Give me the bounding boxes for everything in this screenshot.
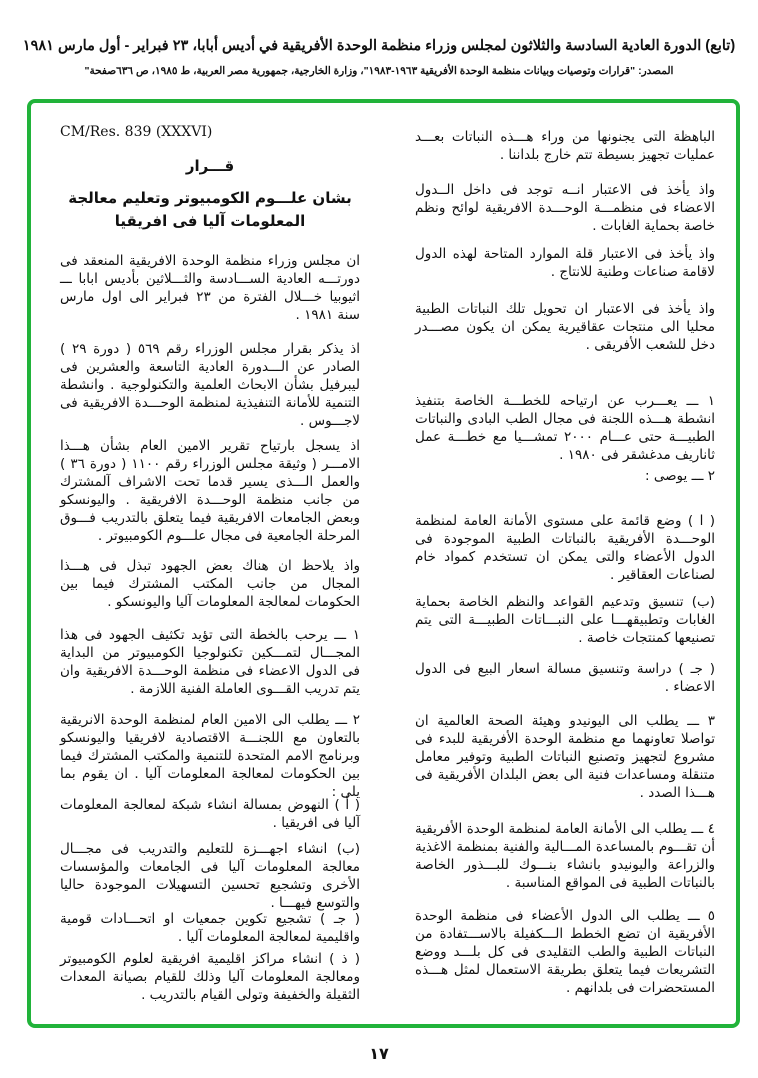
paragraph: ( أ ) النهوض بمسالة انشاء شبكة لمعالجة المعلومات آليا فى افريقيا . (60, 797, 360, 831)
paragraph: واذ يأخذ فى الاعتبار انــه توجد فى داخل الــدول الاعضاء فى منظمـــة الوحـــدة الافريقية لوائح ونظم خاصة بحماية الغابات . (415, 182, 715, 234)
paragraph: واذ يأخذ فى الاعتبار ان تحويل تلك النباتات الطبية محليا الى منتجات عقاقيرية يمكن ان يكون مصـــدر دخل للشعب الأفريقى . (415, 301, 715, 353)
page-header-title: (تابع) الدورة العادية السادسة والثلاثون لمجلس وزراء منظمة الوحدة الأفريقية في أديس أبابا، ٢٣ فبراير - أول مارس ١٩٨١ (22, 38, 736, 54)
paragraph: ١ ـــ يعـــرب عن ارتياحه للخطـــة الخاصة بتنفيذ انشطة هـــذه اللجنة فى مجال الطب البادى والنباتات الطبيـــة حتى عـــام ٢٠٠٠ تمشـــيا مع خطـــة عمل ثاناريف مدغشقر فى ١٩٨٠ . (415, 393, 715, 463)
paragraph: ٣ ـــ يطلب الى اليونيدو وهيئة الصحة العالمية ان تواصلا تعاونهما مع منظمة الوحدة الأفريقية للبدء فى مشروع لتجهيز وتصنيع النباتات الطبية وتوفير معامل متنقلة ومساعدات فنية الى بعض البلدان الأفريقية فى هـــذا الصدد . (415, 713, 715, 801)
resolution-title-line2: المعلومات آليا فى افريقيا (114, 212, 306, 230)
paragraph: ( جـ ) دراسة وتنسيق مسالة اسعار البيع فى الدول الاعضاء . (415, 661, 715, 695)
paragraph: (ب) انشاء اجهـــزة للتعليم والتدريب فى مجـــال معالجة المعلومات آليا فى الجامعات والمؤسسات الأخرى وتشجيع تحسين التسهيلات الموجودة حاليا والتوسع فيهـــا . (60, 841, 360, 911)
paragraph: اذ يذكر بقرار مجلس الوزراء رقم ٥٦٩ ( دورة ٢٩ ) الصادر عن الـــدورة العادية التاسعة والعشرين فى ليبرفيل بشأن الابحاث العلمية والتكنولوجية . وانشطة التنمية للأمانة التنفيذية لمنظمة الوحـــدة الافريقية فى لاجـــوس . (60, 341, 361, 429)
paragraph: ٢ ـــ يوصى : (645, 468, 715, 484)
paragraph: ١ ـــ يرحب بالخطة التى تؤيد تكثيف الجهود فى هذا المجـــال لتمـــكين تكنولوجيا الكومبيوتر من البداية فى الدول الاعضاء فى منظمة الوحـــدة الافريقية وان يتم تدريب القـــوى العاملة الفنية اللازمة . (60, 627, 360, 697)
paragraph: ( ا ) وضع قائمة على مستوى الأمانة العامة لمنظمة الوحـــدة الأفريقية بالنباتات الطبية الموجودة فى الدول الأعضاء والتى يمكن ان تستخدم كمواد خام لصناعات العقاقير . (415, 513, 715, 583)
paragraph: اذ يسجل بارتياح تقرير الامين العام بشأن هـــذا الامـــر ( وثيقة مجلس الوزراء رقم ١١٠٠ ( دورة ٣٦ ) والعمل الـــذى يسير قدما تحت الاشراف آلمشترك من جانب منظمة الوحـــدة الافريقية . واليونسكو وبعض الجامعات الافريقية فيما يتعلق بالتدريب فـــوق المرحلة الجامعية فى مجال علـــوم الكومبيوتر . (60, 438, 360, 544)
paragraph: ٢ ـــ يطلب الى الامين العام لمنظمة الوحدة الانريقية بالتعاون مع اللجنـــة الاقتصادية لافريقيا واليونسكو وبرنامج الامم المتحدة للتنمية والمكتب المشترك فيما بين الحكومات لمعالجة المعلومات آليا . ان يقوم بما يلى : (60, 712, 360, 800)
paragraph: ٤ ـــ يطلب الى الأمانة العامة لمنظمة الوحدة الأفريقية أن تقـــوم بالمساعدة المـــالية والفنية بمنظمة الاغذية والزراعة واليونيدو بانشاء بنـــوك للبـــذور الخاصة بالنباتات الطبية فى المواقع المناسبة . (415, 821, 715, 891)
paragraph: ( ذ ) انشاء مراكز اقليمية افريقية لعلوم الكومبيوتر ومعالجة المعلومات آليا وذلك للقيام بصيانة المعدات الثقيلة والخفيفة وتولى القيام بالتدريب . (60, 951, 360, 1003)
paragraph: الباهظة التى يجنونها من وراء هـــذه النباتات بعـــد عمليات تجهيز بسيطة تتم خارج بلداننا . (415, 129, 715, 163)
paragraph: واذ يلاحظ ان هناك بعض الجهود تبذل فى هـــذا المجال من جانب المكتب المشترك فيما بين الحكومات لمعالجة المعلومات آليا واليونسكو . (60, 558, 360, 610)
paragraph: واذ يأخذ فى الاعتبار قلة الموارد المتاحة لهذه الدول لاقامة صناعات وطنية للانتاج . (415, 246, 715, 280)
page-number: ١٧ (369, 1044, 389, 1063)
resolution-heading: قـــرار (185, 157, 235, 175)
paragraph: (ب) تنسيق وتدعيم القواعد والنظم الخاصة بحماية الغابات وتطبيقهـــا على النبـــاتات الطبيـــة التى يتم تصنيعها كمنتجات خاصة . (415, 594, 715, 646)
paragraph: ان مجلس وزراء منظمة الوحدة الافريقية المنعقد فى دورتـــه العادية الســـادسة والثـــلاثين بأديس ابابا ـــ اثيوبيا خـــلال الفترة من ٢٣ فبراير الى اول مارس سنة ١٩٨١ . (60, 253, 360, 323)
resolution-title-line1: بشان علـــوم الكومبيوتر وتعليم معالجة (68, 189, 352, 207)
paragraph: ( جـ ) تشجيع تكوين جمعيات او اتحـــادات قومية واقليمية لمعالجة المعلومات آليا . (60, 911, 360, 945)
resolution-number: CM/Res. 839 (XXXVI) (60, 124, 213, 140)
paragraph: ٥ ـــ يطلب الى الدول الأعضاء فى منظمة الوحدة الأفريقية ان تضع الخطط الـــكفيلة بالاســـتفادة من النباتات الطبية والطب التقليدى فى كل بلـــد ووضع التشريعات فيما يتعلق بطريقة الاستعمال لمثل هـــذه المستحضرات فى بلدانهم . (415, 908, 715, 996)
page-header-source: المصدر: "قرارات وتوصيات وبيانات منظمة الوحدة الأفريقية ١٩٦٣-١٩٨٣"، وزارة الخارجية، جمهورية مصر العربية، ط ١٩٨٥، ص ٦٣٦صفحة" (84, 65, 674, 77)
